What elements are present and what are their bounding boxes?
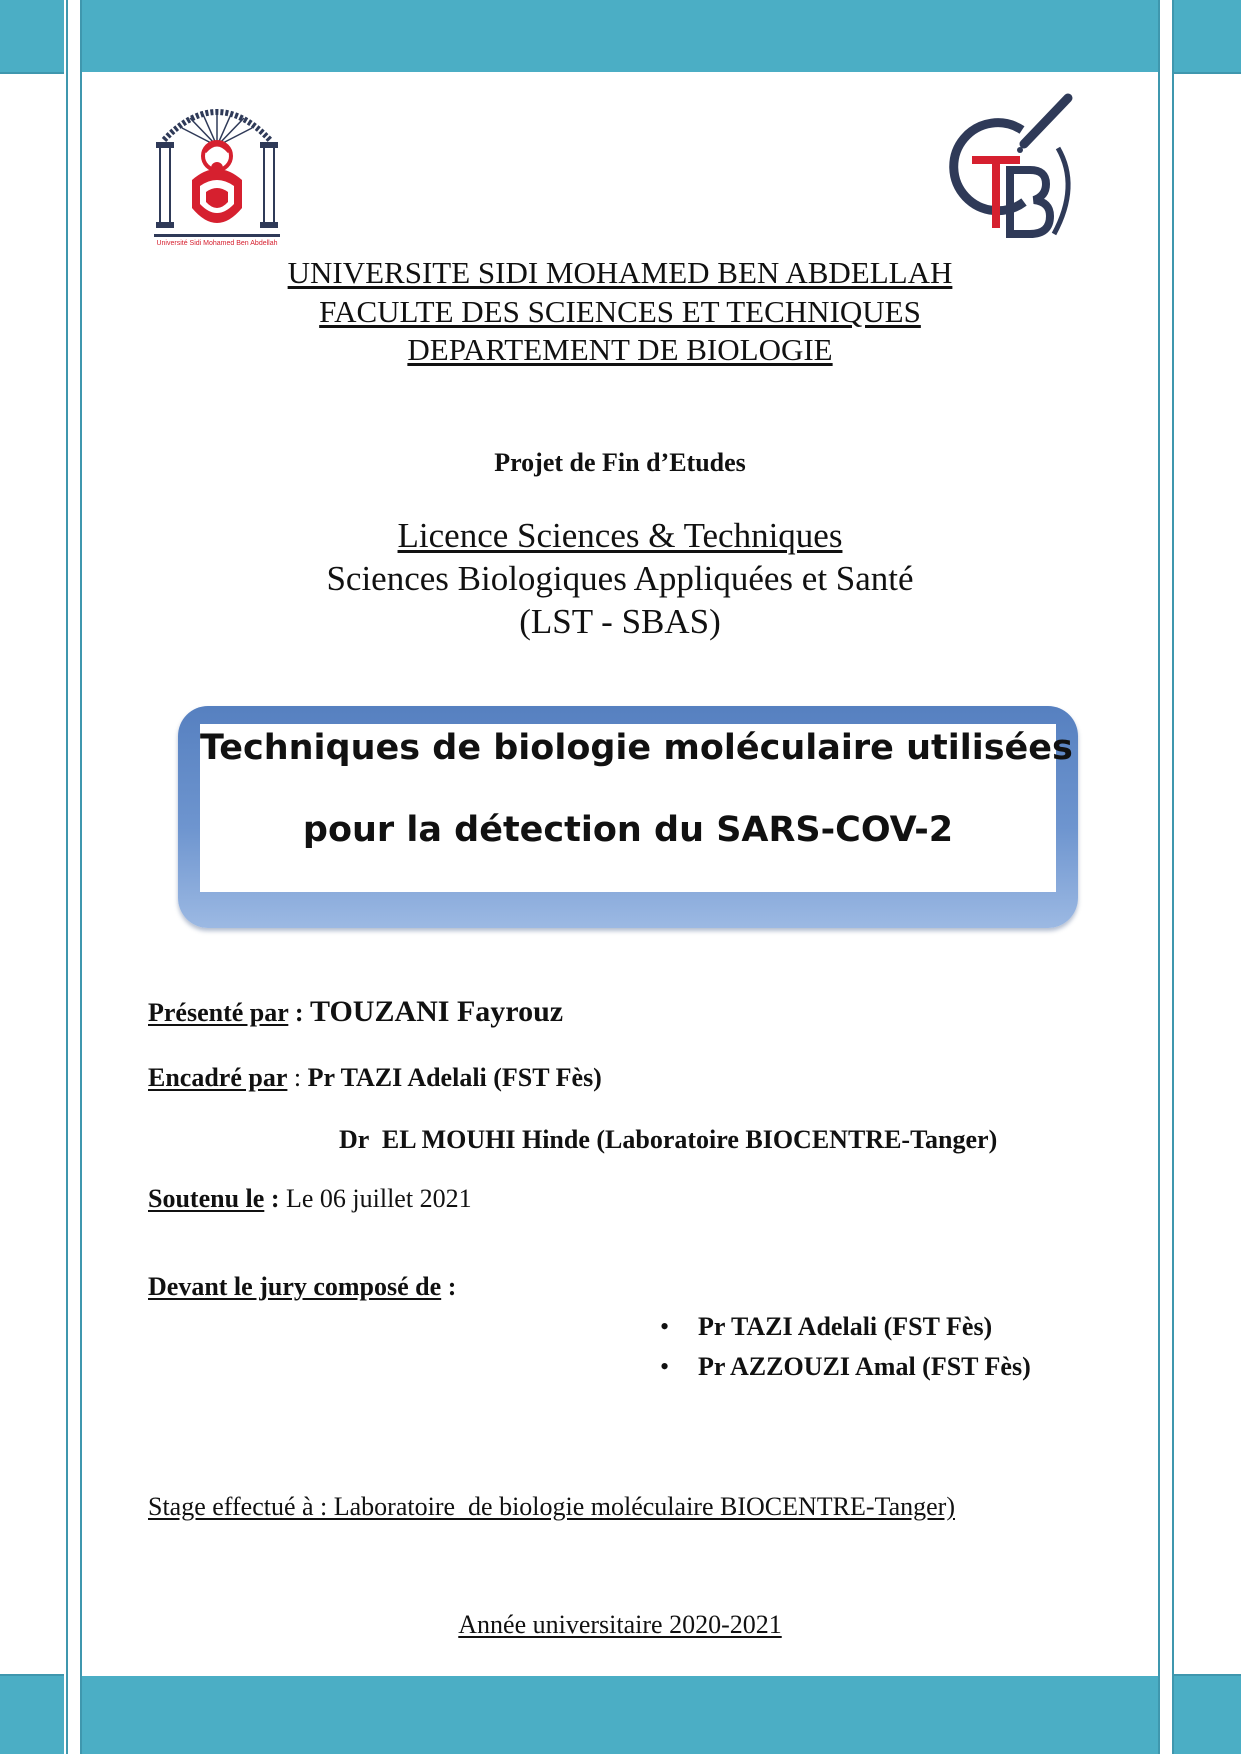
department-name-text: DEPARTEMENT DE BIOLOGIE xyxy=(407,332,833,367)
university-emblem-icon xyxy=(150,88,284,254)
gtb-logo xyxy=(944,90,1084,250)
gtb-logo-icon xyxy=(944,90,1084,250)
jury-member xyxy=(660,1312,1031,1352)
internship-text: Stage effectué à : Laboratoire de biologie moléculaire BIOCENTRE-Tanger) xyxy=(148,1492,955,1521)
bottom-band xyxy=(82,1676,1158,1754)
presented-by-label: Présenté par xyxy=(148,998,289,1027)
degree-name xyxy=(82,514,1158,557)
separator: : xyxy=(288,998,310,1027)
jury-row xyxy=(148,1272,456,1302)
frame-line xyxy=(1158,0,1160,1754)
separator: : xyxy=(287,1063,308,1092)
jury-member-name: Pr AZZOUZI Amal (FST Fès) xyxy=(698,1352,1031,1381)
jury-member-name: Pr TAZI Adelali (FST Fès) xyxy=(698,1312,993,1341)
frame-line xyxy=(0,1674,64,1676)
thesis-title-line1: Techniques de biologie moléculaire utilisées xyxy=(200,728,1073,768)
corner-bottom-left xyxy=(0,1676,64,1754)
internship-row xyxy=(148,1492,955,1522)
logo-caption: Université Sidi Mohamed Ben Abdellah xyxy=(156,240,278,247)
project-type: Projet de Fin d’Etudes xyxy=(494,448,746,477)
supervisor-2: Dr EL MOUHI Hinde (Laboratoire BIOCENTRE-Tanger) xyxy=(339,1125,998,1154)
supervisor-1: Pr TAZI Adelali (FST Fès) xyxy=(307,1063,602,1092)
separator: : xyxy=(264,1184,286,1213)
university-logo xyxy=(150,88,284,254)
degree-name-text: Licence Sciences & Techniques xyxy=(397,516,843,555)
corner-bottom-right xyxy=(1174,1676,1241,1754)
thesis-title-line2: pour la détection du SARS-COV-2 xyxy=(302,810,954,850)
frame-line xyxy=(1174,72,1241,74)
jury-member xyxy=(660,1352,1031,1392)
frame-line xyxy=(0,72,64,74)
bullet-icon: • xyxy=(660,1312,670,1341)
bullet-icon: • xyxy=(660,1352,670,1381)
university-name xyxy=(82,254,1158,292)
frame-line xyxy=(66,0,68,1754)
separator: : xyxy=(441,1272,457,1301)
jury-label: Devant le jury composé de xyxy=(148,1272,442,1301)
defense-date: Le 06 juillet 2021 xyxy=(285,1184,472,1213)
top-band xyxy=(82,0,1158,72)
frame-line xyxy=(1174,1674,1241,1676)
presenter-name: TOUZANI Fayrouz xyxy=(309,995,564,1028)
corner-top-left xyxy=(0,0,64,72)
jury-list xyxy=(660,1312,1031,1392)
defended-row xyxy=(148,1184,472,1214)
degree-acronym: (LST - SBAS) xyxy=(519,602,721,641)
faculty-name-text: FACULTE DES SCIENCES ET TECHNIQUES xyxy=(319,294,921,329)
department-name xyxy=(82,331,1158,369)
corner-top-right xyxy=(1174,0,1241,72)
degree-specialty: Sciences Biologiques Appliquées et Santé xyxy=(326,559,914,598)
supervised-by-label: Encadré par xyxy=(148,1063,288,1092)
faculty-name xyxy=(82,293,1158,331)
frame-line xyxy=(1172,0,1174,1754)
academic-year xyxy=(82,1610,1158,1640)
academic-year-text: Année universitaire 2020-2021 xyxy=(458,1610,782,1639)
presented-by-row xyxy=(148,995,563,1029)
defended-label: Soutenu le xyxy=(148,1184,265,1213)
university-name-text: UNIVERSITE SIDI MOHAMED BEN ABDELLAH xyxy=(287,255,953,290)
supervised-by-row xyxy=(148,1063,602,1093)
